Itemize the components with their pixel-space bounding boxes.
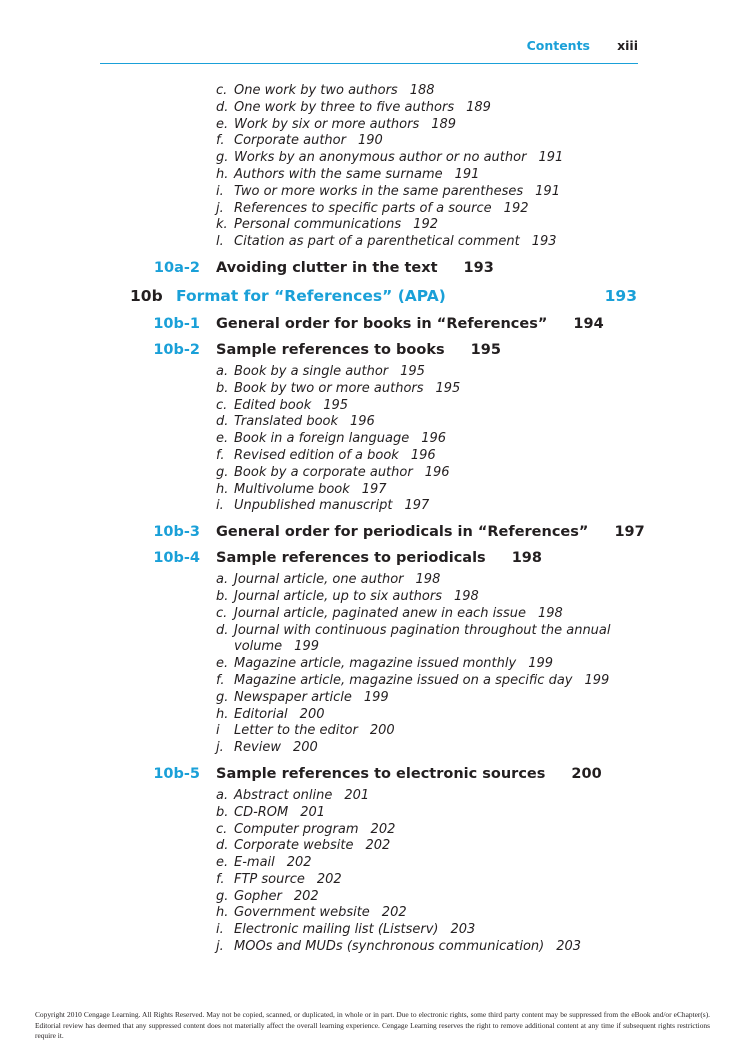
subsection-title: Sample references to electronic sources 200 <box>216 765 602 782</box>
item-title: Government website 202 <box>234 905 407 921</box>
item-page-number: 195 <box>435 380 461 396</box>
item-title: Review 200 <box>234 740 318 756</box>
subsection-title: General order for books in “References” 194 <box>216 315 604 332</box>
item-title: Abstract online 201 <box>234 787 370 803</box>
subsection-title: General order for periodicals in “References” 197 <box>216 524 645 541</box>
item-page-number: 199 <box>363 689 389 705</box>
item-title: Magazine article, magazine issued on a specific day 199 <box>234 672 610 688</box>
toc-subitem[interactable] <box>0 838 733 855</box>
item-letter: j. <box>216 740 224 756</box>
toc-subitem[interactable] <box>0 805 733 822</box>
item-letter: a. <box>216 572 229 588</box>
item-letter: f. <box>216 447 225 463</box>
section-page-number: 193 <box>604 286 637 305</box>
subsection-title: Sample references to books 195 <box>216 341 501 358</box>
toc-subitem[interactable] <box>0 723 733 740</box>
item-page-number: 199 <box>294 639 319 655</box>
subsection-number: 10b-4 <box>153 550 200 567</box>
item-page-number: 201 <box>300 804 326 820</box>
toc-subitem[interactable] <box>0 639 733 656</box>
toc-subitem[interactable] <box>0 788 733 805</box>
toc-subitem[interactable] <box>0 673 733 690</box>
item-page-number: 192 <box>413 217 438 233</box>
toc-subitem[interactable] <box>0 150 733 167</box>
item-page-number: 203 <box>556 939 582 955</box>
item-page-number: 202 <box>370 821 396 837</box>
item-letter: i. <box>216 498 224 514</box>
item-letter: d. <box>216 838 229 854</box>
item-title: Editorial 200 <box>234 706 325 722</box>
toc-subitem[interactable] <box>0 922 733 939</box>
item-title: Journal article, paginated anew in each issue 198 <box>234 605 563 621</box>
item-letter: j. <box>216 200 224 216</box>
item-page-number: 198 <box>454 588 479 604</box>
item-page-number: 200 <box>292 740 318 756</box>
item-page-number: 189 <box>466 99 491 115</box>
header-rule <box>100 63 638 64</box>
item-title: MOOs and MUDs (synchronous communication) 203 <box>234 939 582 955</box>
item-title: Journal with continuous pagination throughout the annual <box>234 622 611 638</box>
subsection-number: 10b-5 <box>153 765 200 782</box>
item-page-number: 195 <box>400 363 425 379</box>
item-title: Corporate website 202 <box>234 838 391 854</box>
item-title: Authors with the same surname 191 <box>234 166 480 182</box>
subsection-number: 10b-2 <box>153 341 200 358</box>
item-letter: e. <box>216 656 229 672</box>
item-page-number: 202 <box>365 838 391 854</box>
toc-subsection[interactable] <box>0 546 733 570</box>
toc-subitem[interactable] <box>0 184 733 201</box>
item-letter: b. <box>216 588 229 604</box>
item-page-number: 199 <box>584 672 610 688</box>
toc-subitem[interactable] <box>0 740 733 757</box>
item-letter: f. <box>216 672 225 688</box>
toc-subitem[interactable] <box>0 905 733 922</box>
toc-subitem[interactable] <box>0 623 733 640</box>
item-page-number: 201 <box>344 787 370 803</box>
item-title: Journal article, one author 198 <box>234 572 441 588</box>
toc-subitem[interactable] <box>0 606 733 623</box>
toc-subsection[interactable] <box>0 312 733 336</box>
toc-subitem[interactable] <box>0 133 733 150</box>
item-page-number: 191 <box>454 166 480 182</box>
item-page-number: 196 <box>350 414 375 430</box>
item-title: Edited book 195 <box>234 397 349 413</box>
item-letter: i <box>216 723 220 739</box>
toc-subitem[interactable] <box>0 872 733 889</box>
item-title: volume 199 <box>234 639 319 655</box>
toc-subitem[interactable] <box>0 117 733 134</box>
item-page-number: 192 <box>503 200 529 216</box>
toc-subsection[interactable] <box>0 256 733 280</box>
item-title: Unpublished manuscript 197 <box>234 498 430 514</box>
item-letter: f. <box>216 133 225 149</box>
item-letter: c. <box>216 83 228 98</box>
item-letter: h. <box>216 166 229 182</box>
subsection-page-number: 195 <box>470 341 501 358</box>
toc-subitem[interactable] <box>0 414 733 431</box>
item-page-number: 196 <box>421 431 447 447</box>
header-label: Contents <box>526 38 590 53</box>
item-letter: k. <box>216 217 228 233</box>
toc-subitem[interactable] <box>0 381 733 398</box>
item-title: One work by three to five authors 189 <box>234 99 491 115</box>
item-page-number: 190 <box>357 133 383 149</box>
subsection-title: Sample references to periodicals 198 <box>216 550 542 567</box>
toc-subitem[interactable] <box>0 482 733 499</box>
item-title: Gopher 202 <box>234 888 319 904</box>
running-header <box>100 38 638 56</box>
item-letter: b. <box>216 804 229 820</box>
item-letter: d. <box>216 622 229 638</box>
item-page-number: 200 <box>369 723 395 739</box>
item-title: Journal article, up to six authors 198 <box>234 588 479 604</box>
item-letter: h. <box>216 905 229 921</box>
item-page-number: 200 <box>299 706 325 722</box>
item-title: Letter to the editor 200 <box>234 723 395 739</box>
toc-subsection[interactable] <box>0 762 733 786</box>
toc-subitem[interactable] <box>0 364 733 381</box>
copyright-footer: Copyright 2010 Cengage Learning. All Rights Reserved. May not be copied, scanned, or duplicated, in whole or in part. Due to electronic rights, some third party content may be suppressed from the eBook and/or eChapter(s). Editorial review has deemed that any suppressed content does not materially affect the overall learning experience. Cengage Learning reserves the right to remove additional content at any time if subsequent rights restrictions require it. <box>35 1010 710 1040</box>
subsection-page-number: 197 <box>614 524 645 541</box>
item-letter: d. <box>216 414 229 430</box>
item-title: Book by a corporate author 196 <box>234 464 450 480</box>
item-title: Citation as part of a parenthetical comment 193 <box>234 234 557 250</box>
item-title: Book by a single author 195 <box>234 363 425 379</box>
toc-subsection[interactable] <box>0 520 733 544</box>
item-page-number: 199 <box>528 656 554 672</box>
section-number: 10b <box>130 286 163 305</box>
item-page-number: 195 <box>323 397 349 413</box>
item-page-number: 202 <box>381 905 407 921</box>
toc-subitem[interactable] <box>0 398 733 415</box>
item-page-number: 198 <box>415 572 441 588</box>
toc-subitem[interactable] <box>0 855 733 872</box>
item-page-number: 197 <box>404 498 430 514</box>
item-title: Work by six or more authors 189 <box>234 116 457 132</box>
section-title: Format for “References” (APA) <box>176 286 446 305</box>
item-title: One work by two authors 188 <box>234 83 435 98</box>
subsection-page-number: 193 <box>463 259 494 276</box>
subsection-number: 10b-3 <box>153 524 200 541</box>
item-letter: d. <box>216 99 229 115</box>
item-letter: h. <box>216 706 229 722</box>
item-letter: c. <box>216 605 228 621</box>
item-page-number: 202 <box>316 871 342 887</box>
item-page-number: 196 <box>410 447 436 463</box>
item-letter: e. <box>216 855 229 871</box>
item-page-number: 191 <box>535 183 560 199</box>
toc-subitem[interactable] <box>0 83 733 100</box>
subsection-number: 10b-1 <box>153 315 200 332</box>
toc-subitem[interactable] <box>0 707 733 724</box>
item-page-number: 203 <box>450 922 476 938</box>
item-title: Book by two or more authors 195 <box>234 380 461 396</box>
item-page-number: 188 <box>409 83 435 98</box>
toc-subitem[interactable] <box>0 656 733 673</box>
item-letter: e. <box>216 431 229 447</box>
item-page-number: 189 <box>431 116 457 132</box>
item-title: Book in a foreign language 196 <box>234 431 447 447</box>
item-title: Magazine article, magazine issued monthly 199 <box>234 656 554 672</box>
toc-subitem[interactable] <box>0 167 733 184</box>
item-title: References to specific parts of a source 192 <box>234 200 529 216</box>
item-letter: c. <box>216 397 228 413</box>
toc-subitem[interactable] <box>0 201 733 218</box>
item-title: Newspaper article 199 <box>234 689 389 705</box>
item-page-number: 197 <box>361 481 387 497</box>
header-page-number: xiii <box>617 38 638 53</box>
item-title: Computer program 202 <box>234 821 396 837</box>
item-title: Personal communications 192 <box>234 217 438 233</box>
toc-subitem[interactable] <box>0 572 733 589</box>
item-letter: a. <box>216 363 229 379</box>
subsection-page-number: 198 <box>511 550 542 567</box>
item-letter: c. <box>216 821 228 837</box>
toc-subitem[interactable] <box>0 690 733 707</box>
subsection-page-number: 200 <box>571 765 602 782</box>
item-letter: g. <box>216 464 229 480</box>
item-letter: l. <box>216 234 224 250</box>
item-title: CD-ROM 201 <box>234 804 326 820</box>
toc-subitem[interactable] <box>0 100 733 117</box>
subsection-page-number: 194 <box>573 315 604 332</box>
toc-subitem[interactable] <box>0 431 733 448</box>
table-of-contents <box>0 83 733 956</box>
item-letter: b. <box>216 380 229 396</box>
item-letter: g. <box>216 150 229 166</box>
item-page-number: 202 <box>286 855 312 871</box>
item-title: Works by an anonymous author or no author 191 <box>234 150 564 166</box>
item-page-number: 191 <box>538 150 564 166</box>
item-letter: g. <box>216 689 229 705</box>
toc-subitem[interactable] <box>0 939 733 956</box>
item-page-number: 193 <box>531 234 557 250</box>
toc-subitem[interactable] <box>0 448 733 465</box>
item-letter: i. <box>216 183 224 199</box>
item-letter: h. <box>216 481 229 497</box>
toc-subitem[interactable] <box>0 465 733 482</box>
item-letter: i. <box>216 922 224 938</box>
item-title: E-mail 202 <box>234 855 312 871</box>
toc-subitem[interactable] <box>0 822 733 839</box>
item-title: Two or more works in the same parentheses 191 <box>234 183 560 199</box>
subsection-number: 10a-2 <box>153 259 200 276</box>
item-letter: e. <box>216 116 229 132</box>
toc-subsection[interactable] <box>0 338 733 362</box>
toc-subitem[interactable] <box>0 889 733 906</box>
item-title: Multivolume book 197 <box>234 481 387 497</box>
item-title: Electronic mailing list (Listserv) 203 <box>234 922 476 938</box>
toc-subitem[interactable] <box>0 589 733 606</box>
item-letter: f. <box>216 871 225 887</box>
item-page-number: 198 <box>537 605 563 621</box>
toc-subitem[interactable] <box>0 217 733 234</box>
item-title: Revised edition of a book 196 <box>234 447 436 463</box>
item-page-number: 202 <box>293 888 319 904</box>
toc-section[interactable] <box>0 282 733 310</box>
toc-subitem[interactable] <box>0 498 733 515</box>
item-letter: g. <box>216 888 229 904</box>
item-letter: a. <box>216 787 229 803</box>
item-letter: j. <box>216 939 224 955</box>
item-page-number: 196 <box>424 464 450 480</box>
subsection-title: Avoiding clutter in the text 193 <box>216 259 494 276</box>
toc-subitem[interactable] <box>0 234 733 251</box>
item-title: Translated book 196 <box>234 414 375 430</box>
item-title: Corporate author 190 <box>234 133 383 149</box>
item-title: FTP source 202 <box>234 871 342 887</box>
